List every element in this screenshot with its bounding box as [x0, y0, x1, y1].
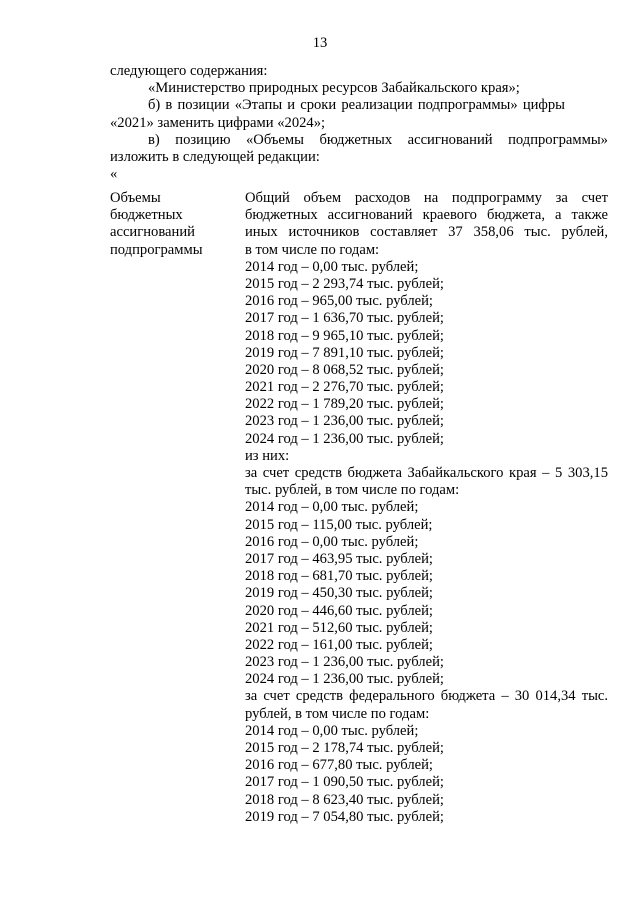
total-year: 2016 год – 965,00 тыс. рублей;: [245, 293, 433, 310]
total-year: 2020 год – 8 068,52 тыс. рублей;: [245, 361, 444, 378]
total-tail: в том числе по годам:: [245, 241, 380, 258]
position-label: [110, 190, 230, 259]
regional-year: 2021 год – 512,60 тыс. рублей;: [245, 619, 433, 636]
position-content: [245, 190, 608, 826]
intro-line-justified: [110, 132, 608, 149]
total-year: 2014 год – 0,00 тыс. рублей;: [245, 258, 419, 275]
word: позицию: [175, 131, 231, 148]
of-them-label: из них:: [245, 447, 290, 464]
federal-year: 2016 год – 677,80 тыс. рублей;: [245, 757, 433, 774]
total-line: Общий объем расходов на подпрограмму за счет: [245, 190, 608, 206]
federal-year: 2018 год – 8 623,40 тыс. рублей;: [245, 791, 444, 808]
regional-year: 2015 год – 115,00 тыс. рублей;: [245, 516, 433, 533]
word: «Объемы: [245, 131, 304, 148]
label-line: Объемы: [110, 190, 161, 206]
word: ассигнований: [407, 131, 493, 148]
federal-year: 2017 год – 1 090,50 тыс. рублей;: [245, 774, 444, 791]
total-line: бюджетных ассигнований краевого бюджета, а также: [245, 207, 608, 224]
intro-line: изложить в следующей редакции:: [110, 148, 320, 165]
regional-heading: за счет средств бюджета Забайкальского края – 5 303,15: [245, 465, 608, 481]
intro-line: «2021» заменить цифрами «2024»;: [110, 114, 326, 131]
total-line: иных источников составляет 37 358,06 тыс. рублей,: [245, 224, 608, 241]
regional-heading-tail: тыс. рублей, в том числе по годам:: [245, 482, 460, 499]
label-line: бюджетных: [110, 207, 183, 224]
total-year: 2023 год – 1 236,00 тыс. рублей;: [245, 413, 444, 430]
quote-open: «: [110, 166, 118, 183]
total-year: 2019 год – 7 891,10 тыс. рублей;: [245, 344, 444, 361]
regional-year: 2019 год – 450,30 тыс. рублей;: [245, 585, 433, 602]
label-line: подпрограммы: [110, 241, 203, 258]
federal-year: 2015 год – 2 178,74 тыс. рублей;: [245, 740, 444, 756]
total-year: 2022 год – 1 789,20 тыс. рублей;: [245, 396, 444, 413]
regional-year: 2016 год – 0,00 тыс. рублей;: [245, 533, 419, 550]
regional-year: 2018 год – 681,70 тыс. рублей;: [245, 568, 433, 585]
total-year: 2018 год – 9 965,10 тыс. рублей;: [245, 327, 444, 344]
intro-line: б) в позиции «Этапы и сроки реализации подпрограммы» цифры: [148, 97, 565, 114]
intro-line: следующего содержания:: [110, 63, 268, 79]
total-year: 2021 год – 2 276,70 тыс. рублей;: [245, 379, 444, 396]
label-line: ассигнований: [110, 224, 195, 241]
federal-year: 2014 год – 0,00 тыс. рублей;: [245, 722, 419, 739]
total-year: 2024 год – 1 236,00 тыс. рублей;: [245, 430, 444, 447]
regional-year: 2024 год – 1 236,00 тыс. рублей;: [245, 671, 444, 688]
page-number: 13: [312, 35, 328, 51]
intro-line: «Министерство природных ресурсов Забайкальского края»;: [148, 80, 520, 97]
intro-paragraph: [110, 63, 608, 183]
regional-year: 2023 год – 1 236,00 тыс. рублей;: [245, 654, 444, 671]
regional-year: 2020 год – 446,60 тыс. рублей;: [245, 602, 433, 619]
total-year: 2017 год – 1 636,70 тыс. рублей;: [245, 310, 444, 327]
total-year: 2015 год – 2 293,74 тыс. рублей;: [245, 275, 444, 292]
federal-heading: за счет средств федерального бюджета – 30 014,34 тыс.: [245, 688, 608, 705]
word: подпрограммы»: [508, 131, 608, 148]
regional-year: 2017 год – 463,95 тыс. рублей;: [245, 550, 433, 567]
regional-year: 2022 год – 161,00 тыс. рублей;: [245, 636, 433, 653]
federal-year: 2019 год – 7 054,80 тыс. рублей;: [245, 808, 444, 825]
federal-heading-tail: рублей, в том числе по годам:: [245, 705, 430, 722]
word: в): [148, 131, 160, 148]
word: бюджетных: [319, 131, 393, 148]
regional-year: 2014 год – 0,00 тыс. рублей;: [245, 499, 419, 516]
